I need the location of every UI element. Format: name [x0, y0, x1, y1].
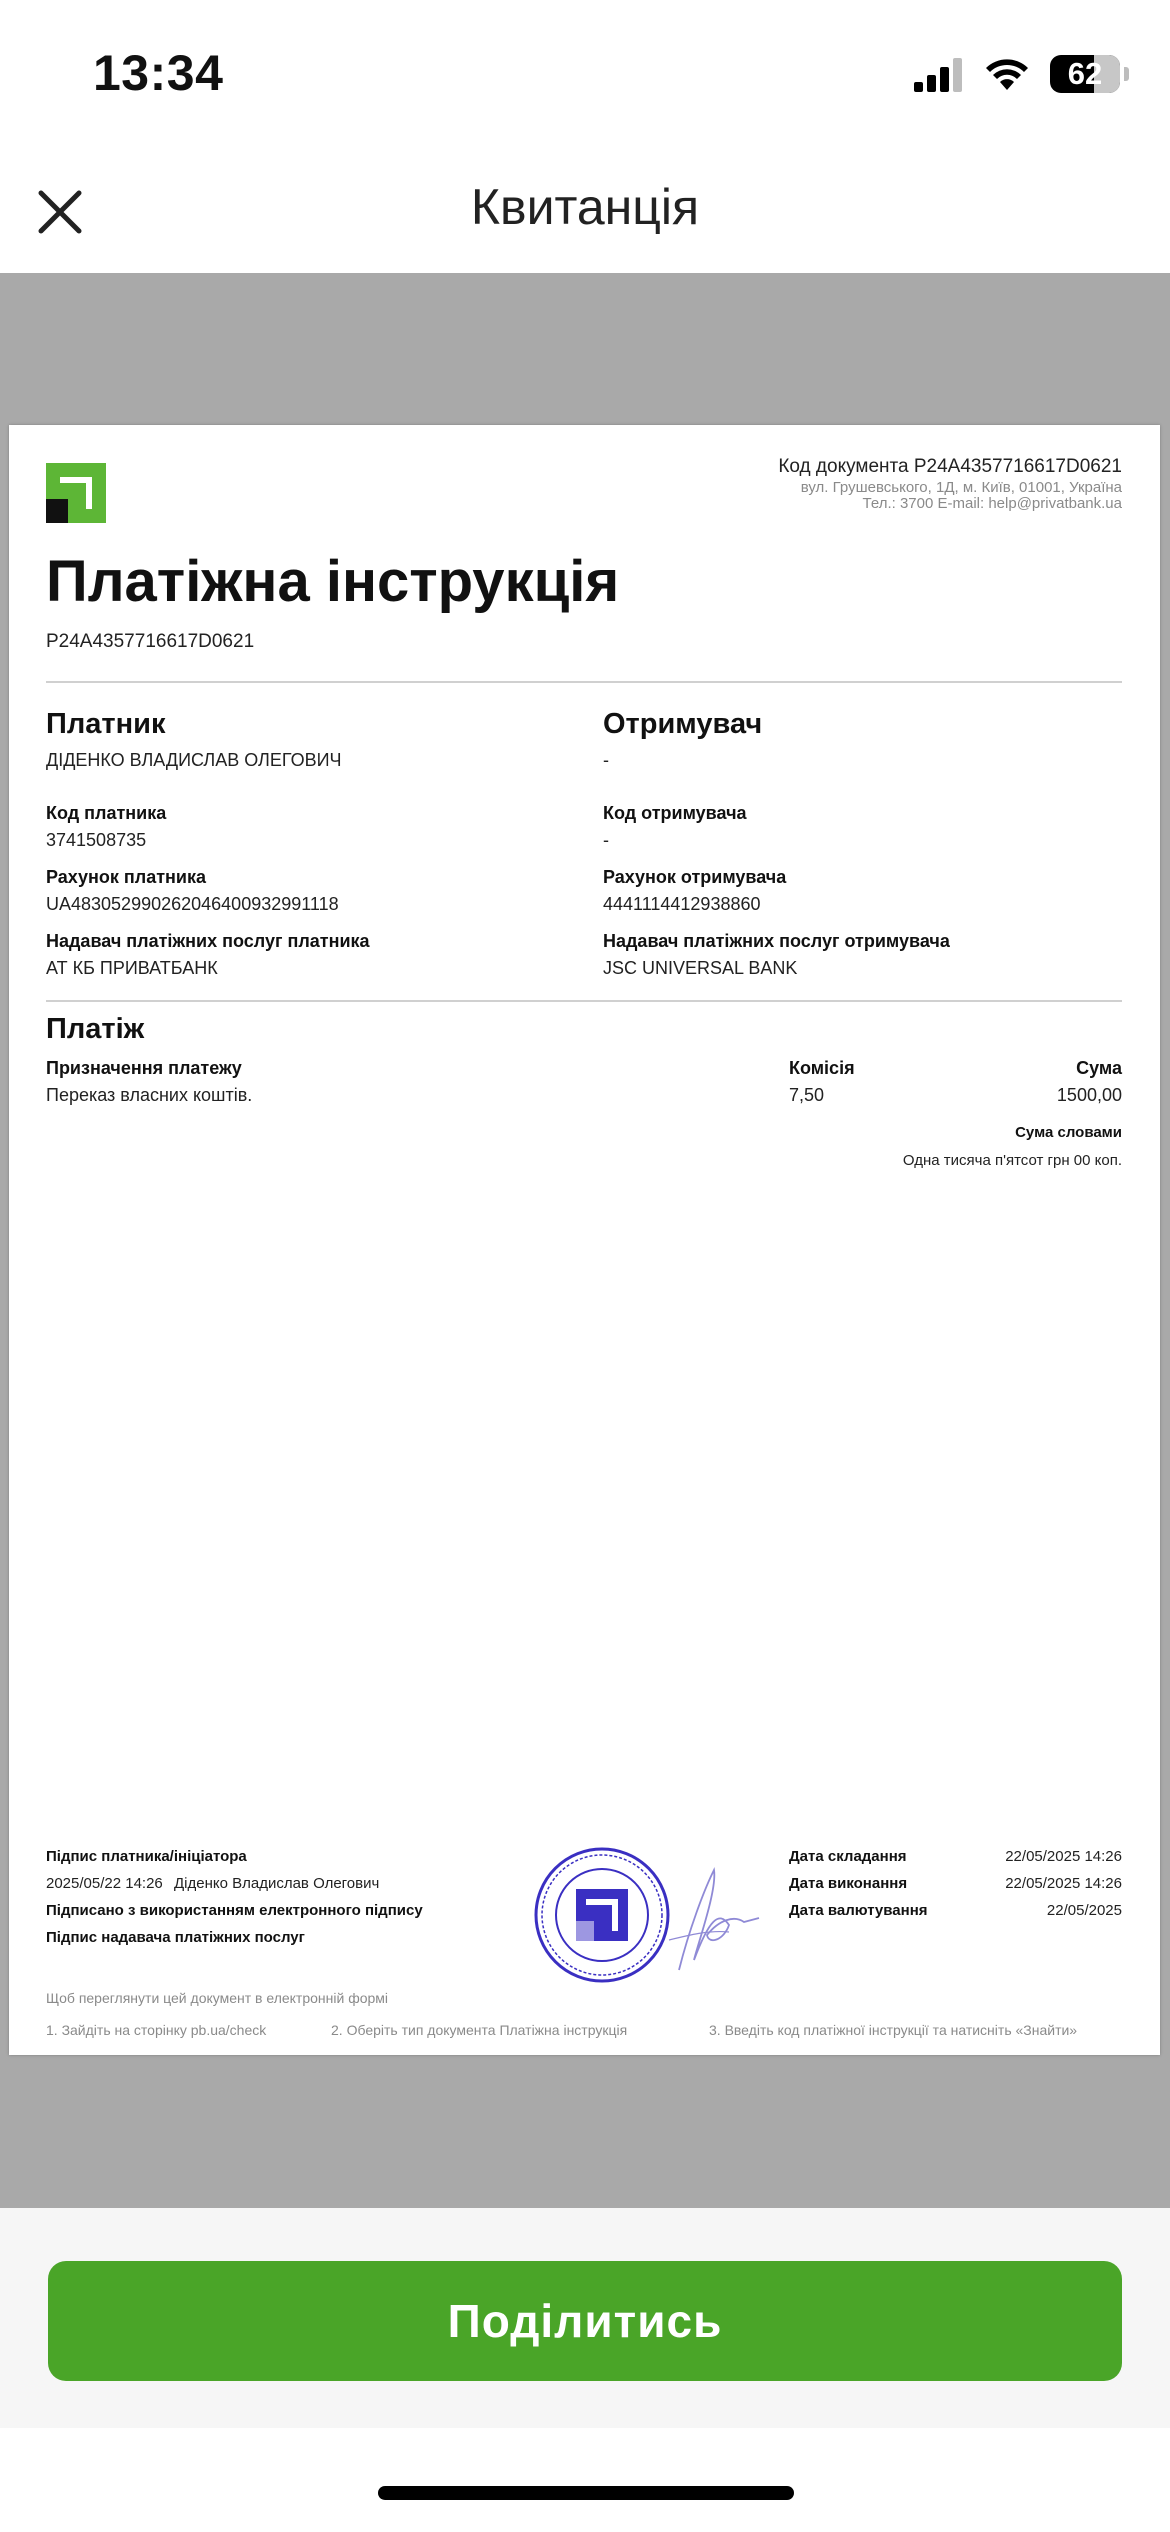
- payer-account: UA483052990262046400932991118: [46, 894, 339, 914]
- recipient-provider: JSC UNIVERSAL BANK: [603, 958, 798, 978]
- status-time: 13:34: [93, 45, 224, 101]
- battery-level: 62: [1067, 56, 1103, 91]
- payer-heading: Платник: [46, 708, 166, 740]
- created-label: Дата складання: [789, 1848, 907, 1865]
- created-value: 22/05/2025 14:26: [1005, 1848, 1122, 1865]
- document-code: Код документа P24A4357716617D0621: [778, 456, 1122, 477]
- recipient-code: -: [603, 830, 609, 850]
- signer-label: Підпис платника/ініціатора: [46, 1848, 247, 1865]
- amount-value: 1500,00: [1056, 1085, 1122, 1105]
- executed-value: 22/05/2025 14:26: [1005, 1875, 1122, 1892]
- footer-step-2: 2. Оберіть тип документа Платіжна інструкція: [331, 2022, 628, 2038]
- signal-icon: [914, 56, 964, 92]
- bank-contacts: Тел.: 3700 E-mail: help@privatbank.ua: [862, 495, 1122, 512]
- document-title: Платіжна інструкція: [46, 549, 620, 614]
- status-icons: [914, 52, 1120, 96]
- bank-seal-stamp-icon: [532, 1845, 672, 1985]
- document-viewer[interactable]: [0, 273, 1170, 2208]
- footer-step-3: 3. Введіть код платіжної інструкції та натисніть «Знайти»: [709, 2022, 1078, 2038]
- payer-code-label: Код платника: [46, 803, 167, 823]
- provider-sign-label: Підпис надавача платіжних послуг: [46, 1929, 305, 1946]
- payer-provider: АТ КБ ПРИВАТБАНК: [46, 958, 218, 978]
- commission-label: Комісія: [789, 1058, 855, 1078]
- document-id: P24A4357716617D0621: [46, 631, 255, 652]
- footer-intro: Щоб переглянути цей документ в електронній формі: [46, 1990, 389, 2006]
- page-title: Квитанція: [470, 179, 700, 235]
- signer-name: Діденко Владислав Олегович: [174, 1875, 380, 1892]
- recipient-account: 4441114412938860: [603, 894, 761, 914]
- payer-name: ДІДЕНКО ВЛАДИСЛАВ ОЛЕГОВИЧ: [46, 750, 342, 770]
- bank-address: вул. Грушевського, 1Д, м. Київ, 01001, Україна: [800, 479, 1122, 496]
- status-bar: [0, 0, 1170, 140]
- share-button[interactable]: Поділитись: [48, 2261, 1122, 2381]
- divider: [46, 1000, 1122, 1002]
- amount-label: Сума: [1076, 1058, 1122, 1078]
- recipient-code-label: Код отримувача: [603, 803, 747, 823]
- commission-value: 7,50: [789, 1085, 825, 1105]
- amount-words: Одна тисяча п'ятсот грн 00 коп.: [902, 1152, 1122, 1169]
- footer-step-1: 1. Зайдіть на сторінку pb.ua/check: [46, 2022, 267, 2038]
- payer-code: 3741508735: [46, 830, 147, 850]
- signature-scribble-icon: [659, 1850, 769, 1980]
- payer-account-label: Рахунок платника: [46, 867, 206, 887]
- wifi-icon: [984, 56, 1030, 92]
- value-date: 22/05/2025: [1046, 1902, 1122, 1919]
- executed-label: Дата виконання: [789, 1875, 908, 1892]
- recipient-heading: Отримувач: [603, 708, 763, 740]
- signed-note: Підписано з використанням електронного підпису: [46, 1902, 423, 1919]
- recipient-account-label: Рахунок отримувача: [603, 867, 787, 887]
- nav-header: [0, 140, 1170, 273]
- divider: [46, 681, 1122, 683]
- receipt-document: [9, 425, 1160, 2055]
- amount-words-label: Сума словами: [1015, 1124, 1122, 1141]
- payer-provider-label: Надавач платіжних послуг платника: [46, 931, 370, 951]
- signer-date: 2025/05/22 14:26: [46, 1875, 163, 1892]
- value-date-label: Дата валютування: [789, 1902, 928, 1919]
- recipient-provider-label: Надавач платіжних послуг отримувача: [603, 931, 950, 951]
- purpose-label: Призначення платежу: [46, 1058, 242, 1078]
- home-indicator[interactable]: [378, 2486, 794, 2500]
- privatbank-logo-icon: [46, 463, 106, 523]
- bottom-action-area: [0, 2208, 1170, 2428]
- battery-icon: [1050, 55, 1120, 93]
- recipient-name: -: [603, 750, 609, 770]
- purpose-value: Переказ власних коштів.: [46, 1085, 253, 1105]
- payment-heading: Платіж: [46, 1013, 145, 1045]
